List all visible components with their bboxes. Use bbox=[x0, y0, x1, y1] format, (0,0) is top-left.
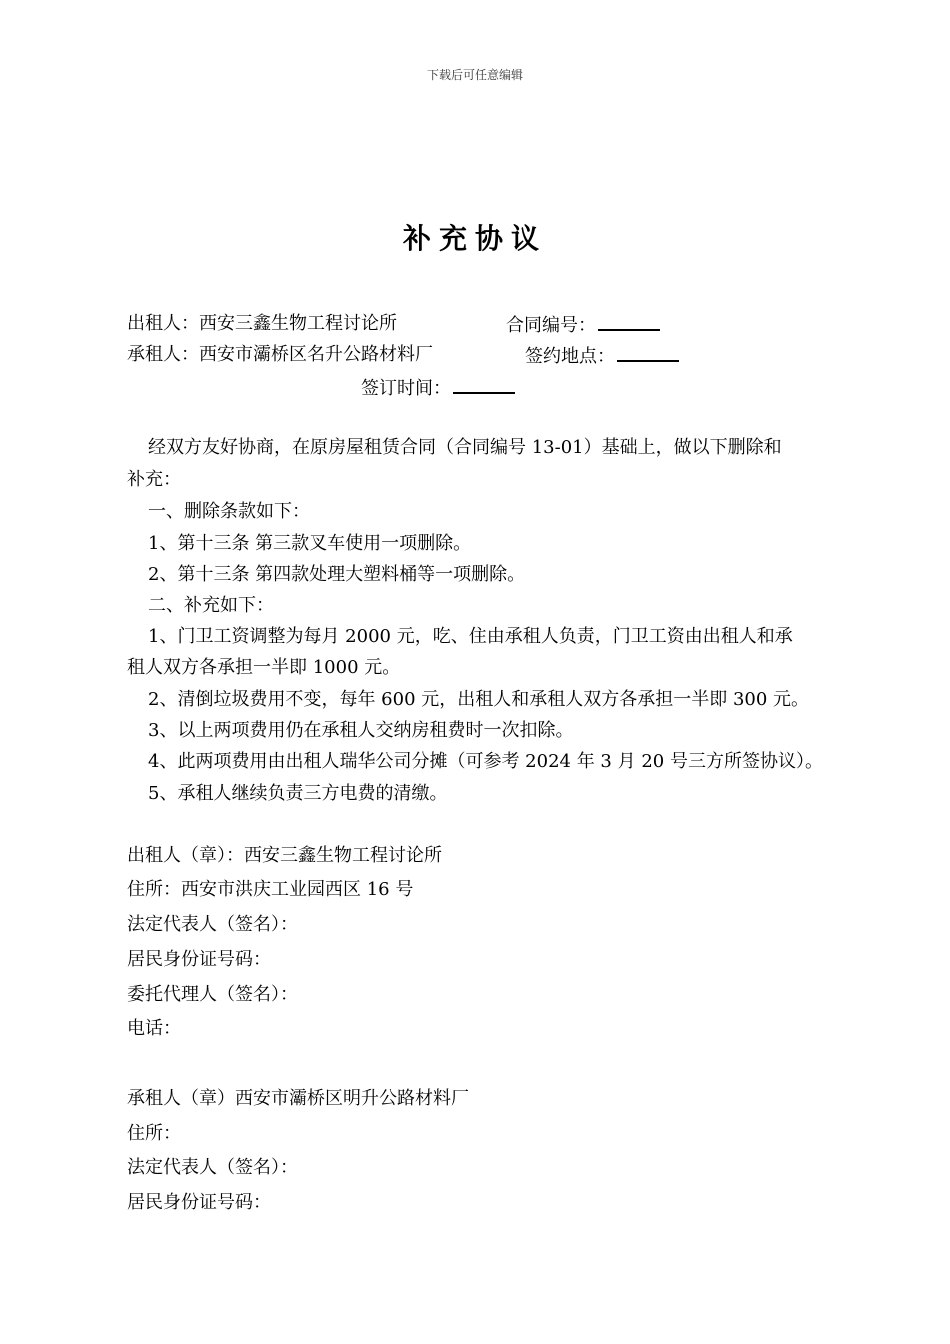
lessee-address: 住所： bbox=[127, 1123, 181, 1144]
section2-title: 二、补充如下： bbox=[148, 595, 274, 616]
sign-time-blank bbox=[453, 376, 515, 394]
sign-place-field bbox=[525, 344, 679, 368]
intro-paragraph-line2: 补充： bbox=[127, 469, 181, 490]
lessor-header: 出租人：西安三鑫生物工程讨论所 bbox=[127, 313, 397, 334]
lessor-stamp: 出租人（章）：西安三鑫生物工程讨论所 bbox=[127, 845, 442, 866]
lessor-id-no: 居民身份证号码： bbox=[127, 949, 271, 970]
lessor-legal-rep: 法定代表人（签名）： bbox=[127, 914, 298, 935]
lessor-address: 住所：西安市洪庆工业园西区 16 号 bbox=[127, 879, 414, 900]
section1-item: 1、第十三条 第三款叉车使用一项删除。 bbox=[148, 533, 472, 554]
section2-item1-line1: 1、门卫工资调整为每月 2000 元，吃、住由承租人负责，门卫工资由出租人和承 bbox=[148, 626, 793, 647]
intro-paragraph-line1: 经双方友好协商，在原房屋租赁合同（合同编号 13-01）基础上，做以下删除和 bbox=[148, 437, 782, 458]
section2-item: 5、承租人继续负责三方电费的清缴。 bbox=[148, 783, 448, 804]
sign-place-blank bbox=[617, 344, 679, 362]
lessee-id-no: 居民身份证号码： bbox=[127, 1192, 271, 1213]
contract-no-field bbox=[506, 313, 660, 337]
document-title: 补充协议 bbox=[402, 222, 547, 255]
lessor-agent: 委托代理人（签名）： bbox=[127, 984, 298, 1005]
section2-item1-line2: 租人双方各承担一半即 1000 元。 bbox=[127, 657, 401, 678]
section1-title: 一、删除条款如下： bbox=[148, 501, 310, 522]
sign-time-field bbox=[361, 376, 515, 400]
lessee-legal-rep: 法定代表人（签名）： bbox=[127, 1157, 298, 1178]
section2-item: 4、此两项费用由出租人瑞华公司分摊（可参考 2024 年 3 月 20 号三方所签协议）。 bbox=[148, 751, 823, 772]
contract-no-blank bbox=[598, 313, 660, 331]
section1-item: 2、第十三条 第四款处理大塑料桶等一项删除。 bbox=[148, 564, 526, 585]
sign-time-label: 签订时间： bbox=[361, 378, 451, 399]
sign-place-label: 签约地点： bbox=[525, 346, 615, 367]
lessor-phone: 电话： bbox=[127, 1018, 181, 1039]
watermark-text: 下载后可任意编辑 bbox=[426, 68, 523, 82]
section2-item: 3、以上两项费用仍在承租人交纳房租费时一次扣除。 bbox=[148, 720, 574, 741]
section2-item: 2、清倒垃圾费用不变，每年 600 元，出租人和承租人双方各承担一半即 300 元。 bbox=[148, 689, 810, 710]
lessee-header: 承租人：西安市灞桥区名升公路材料厂 bbox=[127, 344, 433, 365]
lessee-stamp: 承租人（章）西安市灞桥区明升公路材料厂 bbox=[127, 1088, 469, 1109]
contract-no-label: 合同编号： bbox=[506, 315, 596, 336]
